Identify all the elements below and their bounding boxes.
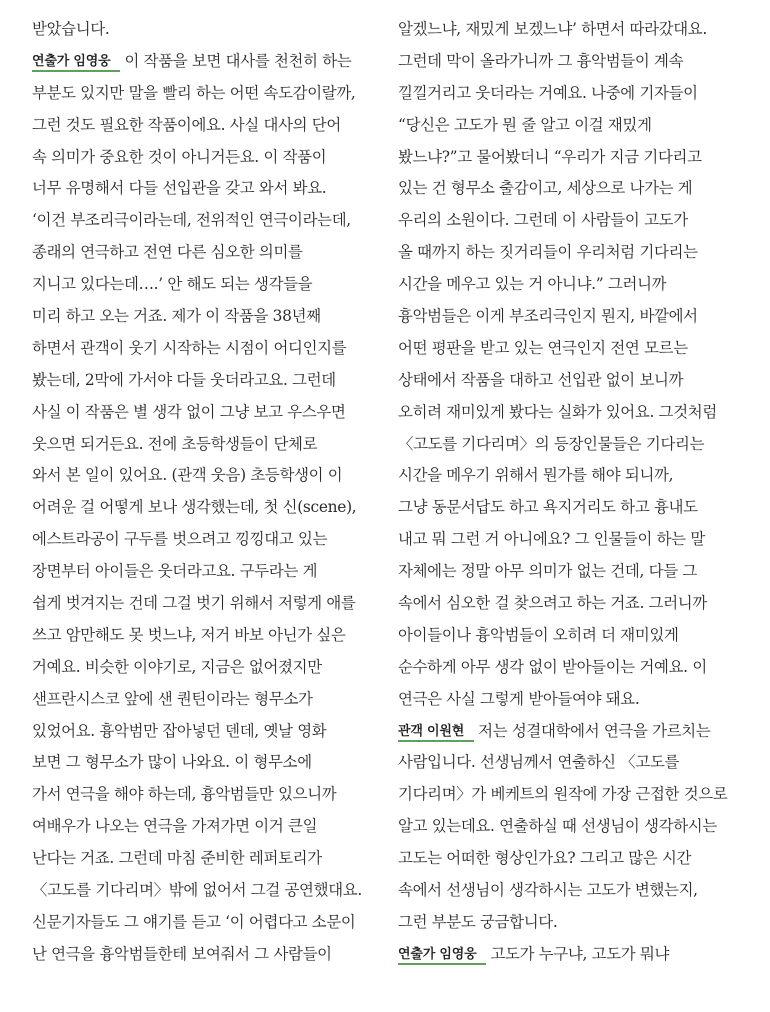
line-text: 속에서 심오한 걸 찾으려고 하는 거죠. 그러니까	[398, 594, 707, 613]
line-text: 신문기자들도 그 얘기를 듣고 ‘이 어렵다고 소문이	[32, 912, 356, 931]
line-text: 속에서 선생님이 생각하시는 고도가 변했는지,	[398, 881, 698, 900]
line-text: 알겠느냐, 재밌게 보겠느냐’ 하면서 따라갔대요.	[398, 20, 707, 38]
left-text-column	[32, 14, 380, 971]
text-line	[398, 747, 748, 779]
line-text: 올 때까지 하는 짓거리들이 우리처럼 기다리는	[398, 243, 698, 262]
line-text: 난 연극을 흉악범들한테 보여줘서 그 사람들이	[32, 944, 332, 963]
line-text: 받았습니다.	[32, 20, 110, 38]
line-text: 알고 있는데요. 연출하실 때 선생님이 생각하시는	[398, 817, 717, 836]
text-line	[398, 429, 748, 461]
text-line	[32, 269, 380, 301]
line-text: 시간을 메우고 있는 거 아니냐.” 그러니까	[398, 275, 667, 294]
text-line	[32, 110, 380, 142]
line-text: 봤느냐?”고 물어봤더니 “우리가 지금 기다리고	[398, 147, 702, 166]
text-line	[398, 556, 748, 588]
text-line	[32, 46, 380, 78]
text-line	[32, 492, 380, 524]
line-text: 종래의 연극하고 전연 다른 심오한 의미를	[32, 243, 303, 262]
line-text: 쓰고 암만해도 못 벗느냐, 저거 바보 아닌가 싶은	[32, 625, 346, 644]
line-text: 쉽게 벗겨지는 건데 그걸 벗기 위해서 저렇게 애를	[32, 594, 356, 613]
line-text: 여배우가 나오는 연극을 가져가면 이거 큰일	[32, 817, 318, 836]
text-line	[32, 556, 380, 588]
text-line	[398, 716, 748, 748]
text-line	[32, 460, 380, 492]
text-line	[398, 875, 748, 907]
line-text: ‘이건 부조리극이라는데, 전위적인 연극이라는데,	[32, 211, 351, 230]
text-line	[32, 142, 380, 174]
line-text: 그런 부분도 궁금합니다.	[398, 912, 558, 931]
line-text: 기다리며〉가 베케트의 원작에 가장 근접한 것으로	[398, 785, 728, 804]
line-text: 그냥 동문서답도 하고 욕지거리도 하고 흉내도	[398, 498, 698, 517]
text-line	[32, 301, 380, 333]
text-line	[32, 779, 380, 811]
text-line	[32, 588, 380, 620]
line-text: 고도가 누구냐, 고도가 뭐냐	[490, 944, 670, 963]
line-text: 어떤 평판을 받고 있는 연극인지 전연 모르는	[398, 338, 688, 357]
speaker-label: 관객 이원현	[398, 723, 474, 742]
text-line	[32, 875, 380, 907]
line-text: 그런 것도 필요한 작품이에요. 사실 대사의 단어	[32, 115, 341, 134]
text-line	[398, 301, 748, 333]
line-text: 가서 연극을 해야 하는데, 흉악범들만 있으니까	[32, 785, 337, 804]
text-line	[398, 524, 748, 556]
line-text: 보면 그 형무소가 많이 나와요. 이 형무소에	[32, 753, 312, 772]
line-text: 샌프란시스코 앞에 샌 퀀틴이라는 형무소가	[32, 689, 313, 708]
line-text: 봤는데, 2막에 가서야 다들 웃더라고요. 그런데	[32, 370, 336, 389]
line-text: 내고 뭐 그런 거 아니에요? 그 인물들이 하는 말	[398, 530, 705, 549]
text-line	[32, 397, 380, 429]
line-text: 연극은 사실 그렇게 받아들여야 돼요.	[398, 689, 640, 708]
line-text: 순수하게 아무 생각 없이 받아들이는 거예요. 이	[398, 657, 707, 676]
line-text: 부분도 있지만 말을 빨리 하는 어떤 속도감이랄까,	[32, 83, 356, 102]
line-text: 웃으면 되거든요. 전에 초등학생들이 단체로	[32, 434, 318, 453]
line-text: 와서 본 일이 있어요. (관객 웃음) 초등학생이 이	[32, 466, 343, 485]
line-text: 그런데 막이 올라가니까 그 흉악범들이 계속	[398, 51, 684, 70]
text-line	[398, 46, 748, 78]
text-line	[32, 365, 380, 397]
text-line	[398, 142, 748, 174]
text-line	[32, 684, 380, 716]
text-line	[32, 907, 380, 939]
line-text: 저는 성결대학에서 연극을 가르치는	[478, 721, 711, 740]
line-text: 이 작품을 보면 대사를 천천히 하는	[124, 51, 352, 70]
text-line	[32, 811, 380, 843]
text-line	[32, 843, 380, 875]
line-text: 사람입니다. 선생님께서 연출하신 〈고도를	[398, 753, 680, 772]
right-text-column	[398, 14, 748, 971]
text-line	[32, 939, 380, 971]
text-line	[398, 269, 748, 301]
line-text: 〈고도를 기다리며〉밖에 없어서 그걸 공연했대요.	[32, 881, 362, 900]
text-line	[398, 843, 748, 875]
text-line	[398, 652, 748, 684]
line-text: “당신은 고도가 뭔 줄 알고 이걸 재밌게	[398, 115, 652, 134]
text-line	[32, 716, 380, 748]
line-text: 있었어요. 흉악범만 잡아넣던 덴데, 옛날 영화	[32, 721, 327, 740]
text-line	[398, 237, 748, 269]
line-text: 속 의미가 중요한 것이 아니거든요. 이 작품이	[32, 147, 327, 166]
line-text: 낄낄거리고 웃더라는 거예요. 나중에 기자들이	[398, 83, 698, 102]
line-text: 있는 건 형무소 출감이고, 세상으로 나가는 게	[398, 179, 693, 198]
speaker-label: 연출가 임영웅	[32, 53, 120, 72]
text-line	[32, 524, 380, 556]
line-text: 고도는 어떠한 형상인가요? 그리고 많은 시간	[398, 849, 692, 868]
line-text: 〈고도를 기다리며〉의 등장인물들은 기다리는	[398, 434, 705, 453]
line-text: 사실 이 작품은 별 생각 없이 그냥 보고 우스우면	[32, 402, 346, 421]
text-line	[32, 652, 380, 684]
text-line	[398, 173, 748, 205]
text-line	[32, 173, 380, 205]
text-line	[398, 907, 748, 939]
text-line	[32, 78, 380, 110]
text-line	[398, 78, 748, 110]
text-line	[32, 14, 380, 46]
text-line	[398, 811, 748, 843]
text-line	[32, 237, 380, 269]
text-line	[32, 747, 380, 779]
line-text: 미리 하고 오는 거죠. 제가 이 작품을 38년째	[32, 307, 321, 326]
line-text: 지니고 있다는데….’ 안 해도 되는 생각들을	[32, 275, 313, 294]
text-line	[398, 620, 748, 652]
line-text: 자체에는 정말 아무 의미가 없는 건데, 다들 그	[398, 562, 697, 581]
line-text: 상태에서 작품을 대하고 선입관 없이 보니까	[398, 370, 684, 389]
line-text: 어려운 걸 어떻게 보나 생각했는데, 첫 신(scene),	[32, 498, 357, 517]
line-text: 우리의 소원이다. 그런데 이 사람들이 고도가	[398, 211, 688, 230]
line-text: 아이들이나 흉악범들이 오히려 더 재미있게	[398, 625, 679, 644]
text-line	[398, 110, 748, 142]
line-text: 시간을 메우기 위해서 뭔가를 해야 되니까,	[398, 466, 674, 485]
line-text: 거예요. 비슷한 이야기로, 지금은 없어졌지만	[32, 657, 322, 676]
text-line	[398, 939, 748, 971]
line-text: 장면부터 아이들은 웃더라고요. 구두라는 게	[32, 562, 318, 581]
line-text: 에스트라공이 구두를 벗으려고 낑낑대고 있는	[32, 530, 328, 549]
line-text: 흉악범들은 이게 부조리극인지 뭔지, 바깥에서	[398, 307, 698, 326]
text-line	[398, 205, 748, 237]
line-text: 난다는 거죠. 그런데 마침 준비한 레퍼토리가	[32, 849, 322, 868]
text-line	[398, 14, 748, 46]
text-line	[398, 397, 748, 429]
text-line	[398, 333, 748, 365]
text-line	[32, 205, 380, 237]
text-line	[32, 333, 380, 365]
speaker-label: 연출가 임영웅	[398, 946, 486, 965]
text-line	[398, 779, 748, 811]
text-line	[398, 492, 748, 524]
text-line	[398, 460, 748, 492]
line-text: 오히려 재미있게 봤다는 실화가 있어요. 그것처럼	[398, 402, 717, 421]
line-text: 하면서 관객이 웃기 시작하는 시점이 어디인지를	[32, 338, 347, 357]
line-text: 너무 유명해서 다들 선입관을 갖고 와서 봐요.	[32, 179, 327, 198]
text-line	[398, 365, 748, 397]
text-line	[398, 684, 748, 716]
text-line	[32, 429, 380, 461]
text-line	[398, 588, 748, 620]
text-line	[32, 620, 380, 652]
